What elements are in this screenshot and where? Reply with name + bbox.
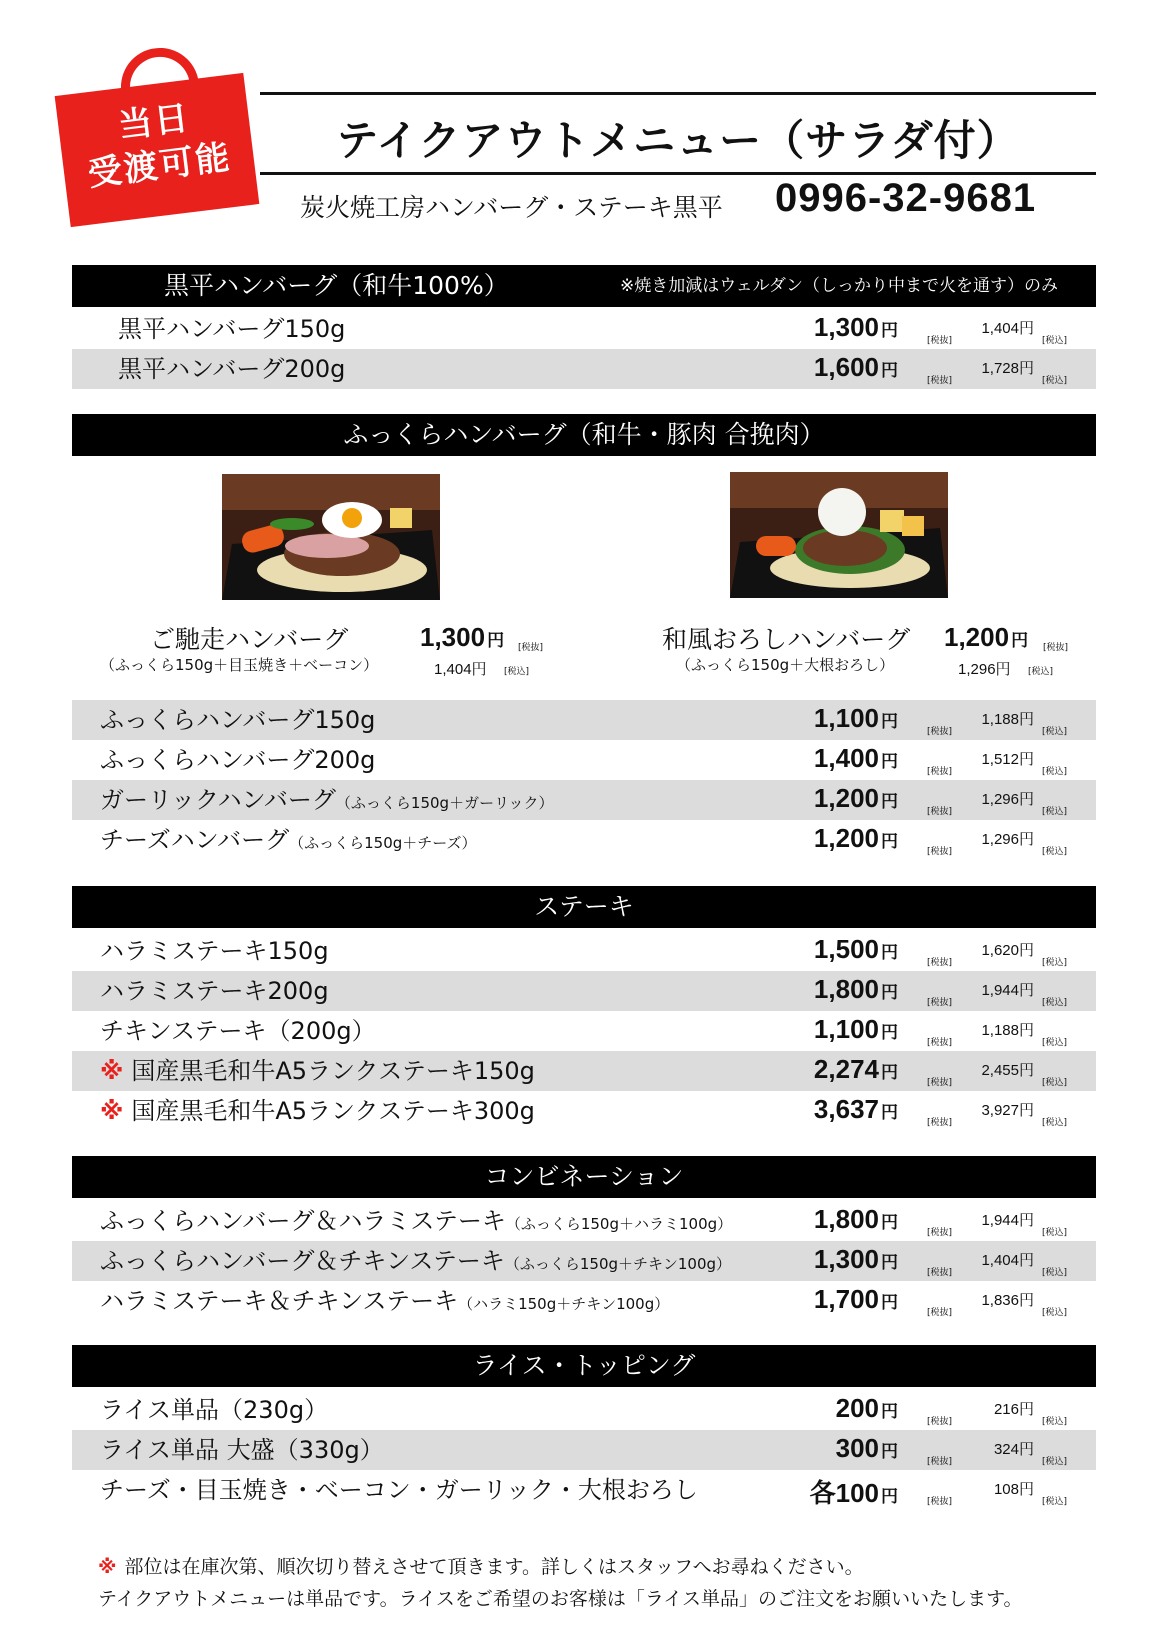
item-price: 1,800 円 (813, 974, 898, 1004)
featured-taxin: 1,404円 (434, 661, 487, 678)
featured-sub: （ふっくら150g＋目玉焼き＋ベーコン） (100, 656, 379, 674)
item-price: 1,600 円 (813, 352, 898, 382)
tax-in-label: [税込] (1042, 727, 1068, 737)
menu-item-row (72, 780, 1096, 820)
section-header-rice (72, 1345, 1096, 1387)
tax-ex-label: [税抜] (927, 1308, 953, 1318)
menu-item-row (72, 1430, 1096, 1470)
note-mark: ※ (98, 1556, 117, 1578)
tax-ex-label: [税抜] (927, 1268, 953, 1278)
item-note: （ふっくら150g＋チーズ） (289, 834, 477, 852)
tax-in-label: [税込] (1042, 1038, 1068, 1048)
item-price: 1,100 円 (813, 703, 898, 733)
menu-item-row (72, 309, 1096, 349)
item-price-taxin: 1,944円 (981, 982, 1034, 999)
tax-in-label: [税込] (1042, 998, 1068, 1008)
menu-item-row (72, 1091, 1096, 1131)
menu-item-row (72, 1390, 1096, 1430)
footer-note-1: ※ 部位は在庫次第、順次切り替えさせて頂きます。詳しくはスタッフへお尋ねください。 (98, 1556, 864, 1578)
tax-in-label: [税込] (1042, 1268, 1068, 1278)
item-note: （ふっくら150g＋チキン100g） (504, 1255, 732, 1273)
note-mark: ※ (100, 1097, 124, 1125)
tax-ex-label: [税抜] (927, 958, 953, 968)
item-name: ふっくらハンバーグ150g (100, 706, 376, 734)
item-price-taxin: 1,728円 (981, 360, 1034, 377)
item-name: ふっくらハンバーグ＆ハラミステーキ（ふっくら150g＋ハラミ100g） (100, 1207, 733, 1235)
item-price: 3,637 円 (813, 1094, 898, 1124)
featured-name: 和風おろしハンバーグ (662, 625, 911, 654)
item-price-taxin: 1,836円 (981, 1292, 1034, 1309)
featured-name: ご馳走ハンバーグ (150, 625, 349, 654)
item-name: チキンステーキ（200g） (100, 1017, 376, 1045)
item-price-taxin: 216円 (993, 1401, 1034, 1418)
featured-price: 1,200 円 (944, 622, 1029, 652)
section-header-kurohira (72, 265, 1096, 307)
tax-in-label: [税込] (1042, 1457, 1068, 1467)
section-note: ※焼き加減はウェルダン（しっかり中まで火を通す）のみ (620, 276, 1059, 296)
item-name: ハラミステーキ200g (100, 977, 329, 1005)
menu-item-row (72, 931, 1096, 971)
tax-in-label: [税込] (1042, 807, 1068, 817)
item-price-taxin: 3,927円 (981, 1102, 1034, 1119)
menu-item-row (72, 1241, 1096, 1281)
menu-item-row (72, 1011, 1096, 1051)
menu-item-row (72, 1281, 1096, 1321)
item-name: ハラミステーキ＆チキンステーキ（ハラミ150g＋チキン100g） (100, 1287, 670, 1315)
tax-ex-label: [税抜] (927, 1228, 953, 1238)
section-title: ステーキ (534, 892, 634, 921)
item-price: 1,300 円 (813, 312, 898, 342)
item-price: 1,700 円 (813, 1284, 898, 1314)
tax-in-label: [税込] (1042, 767, 1068, 777)
same-day-badge (62, 48, 262, 218)
item-name: ふっくらハンバーグ200g (100, 746, 376, 774)
tax-in-label: [税込] (1042, 1078, 1068, 1088)
item-price-taxin: 1,188円 (981, 1022, 1034, 1039)
item-note: （ふっくら150g＋ガーリック） (335, 794, 554, 812)
item-price: 1,400 円 (813, 743, 898, 773)
title-rule-bottom (260, 172, 1096, 175)
item-price: 300 円 (835, 1433, 898, 1463)
menu-item-row (72, 349, 1096, 389)
wafu-oroshi-hamburg-photo (730, 472, 948, 598)
featured-taxin: 1,296円 (958, 661, 1011, 678)
item-price-taxin: 1,296円 (981, 831, 1034, 848)
gochiso-hamburg-photo (222, 474, 440, 600)
item-name: ※ 国産黒毛和牛A5ランクステーキ300g (100, 1097, 535, 1125)
item-price-taxin: 1,512円 (981, 751, 1034, 768)
section-title: ライス・トッピング (472, 1351, 696, 1380)
tax-ex-label: [税抜] (927, 1078, 953, 1088)
item-note: （ハラミ150g＋チキン100g） (458, 1295, 670, 1313)
item-name: ライス単品（230g） (100, 1396, 329, 1424)
menu-item-row (72, 740, 1096, 780)
tax-ex-label: [税抜] (927, 336, 953, 346)
item-price-taxin: 1,620円 (981, 942, 1034, 959)
item-price: 1,200 円 (813, 823, 898, 853)
featured-price: 1,300 円 (420, 622, 505, 652)
item-name: チーズハンバーグ（ふっくら150g＋チーズ） (100, 826, 477, 854)
item-price-taxin: 324円 (993, 1441, 1034, 1458)
section-title: 黒平ハンバーグ（和牛100%） (164, 271, 509, 300)
menu-item-row (72, 700, 1096, 740)
item-price-taxin: 1,188円 (981, 711, 1034, 728)
item-price-taxin: 1,944円 (981, 1212, 1034, 1229)
item-price: 2,274 円 (813, 1054, 898, 1084)
page-title: テイクアウトメニュー（サラダ付） (336, 116, 1020, 165)
item-name: ライス単品 大盛（330g） (100, 1436, 384, 1464)
menu-item-row (72, 820, 1096, 860)
item-price: 1,500 円 (813, 934, 898, 964)
menu-item-row (72, 1051, 1096, 1091)
item-price: 1,300 円 (813, 1244, 898, 1274)
item-price-taxin: 1,404円 (981, 1252, 1034, 1269)
menu-item-row (72, 1470, 1096, 1510)
tax-ex-label: [税抜] (927, 1457, 953, 1467)
item-price: 1,100 円 (813, 1014, 898, 1044)
section-title: コンビネーション (484, 1162, 684, 1191)
item-price-taxin: 108円 (993, 1481, 1034, 1498)
item-price: 200 円 (835, 1393, 898, 1423)
badge-line1: 当日 (116, 97, 193, 147)
tax-in-label: [税込] (504, 667, 530, 677)
item-price-taxin: 2,455円 (981, 1062, 1034, 1079)
featured-sub: （ふっくら150g＋大根おろし） (676, 656, 895, 674)
item-name: ふっくらハンバーグ＆チキンステーキ（ふっくら150g＋チキン100g） (100, 1247, 732, 1275)
item-price-taxin: 1,404円 (981, 320, 1034, 337)
item-name: チーズ・目玉焼き・ベーコン・ガーリック・大根おろし (100, 1476, 698, 1504)
item-name: ハラミステーキ150g (100, 937, 329, 965)
item-price: 1,800 円 (813, 1204, 898, 1234)
footer-note-2: テイクアウトメニューは単品です。ライスをご希望のお客様は「ライス単品」のご注文をお願いいたします。 (98, 1588, 1023, 1610)
tax-ex-label: [税抜] (927, 767, 953, 777)
item-name: 黒平ハンバーグ150g (118, 315, 346, 343)
tax-in-label: [税込] (1042, 1228, 1068, 1238)
item-note: （ふっくら150g＋ハラミ100g） (505, 1215, 733, 1233)
menu-item-row (72, 971, 1096, 1011)
tax-ex-label: [税抜] (518, 643, 544, 653)
tax-in-label: [税込] (1042, 958, 1068, 968)
item-price-taxin: 1,296円 (981, 791, 1034, 808)
tax-ex-label: [税抜] (927, 727, 953, 737)
item-price: 1,200 円 (813, 783, 898, 813)
badge-line2: 受渡可能 (85, 137, 234, 195)
note-mark: ※ (100, 1057, 124, 1085)
tax-ex-label: [税抜] (927, 1497, 953, 1507)
tax-in-label: [税込] (1042, 1417, 1068, 1427)
tax-in-label: [税込] (1028, 667, 1054, 677)
section-header-steak (72, 886, 1096, 928)
shop-name: 炭火焼工房ハンバーグ・ステーキ黒平 (300, 193, 723, 222)
tax-in-label: [税込] (1042, 1308, 1068, 1318)
tax-ex-label: [税抜] (927, 1118, 953, 1128)
item-name: ガーリックハンバーグ（ふっくら150g＋ガーリック） (100, 786, 554, 814)
tax-in-label: [税込] (1042, 1118, 1068, 1128)
section-title: ふっくらハンバーグ（和牛・豚肉 合挽肉） (343, 420, 825, 449)
tax-ex-label: [税抜] (1043, 643, 1069, 653)
tax-in-label: [税込] (1042, 1497, 1068, 1507)
menu-item-row (72, 1201, 1096, 1241)
tax-in-label: [税込] (1042, 336, 1068, 346)
tax-in-label: [税込] (1042, 376, 1068, 386)
tax-ex-label: [税抜] (927, 847, 953, 857)
tax-ex-label: [税抜] (927, 376, 953, 386)
item-name: 黒平ハンバーグ200g (118, 355, 346, 383)
section-header-combo (72, 1156, 1096, 1198)
title-rule-top (260, 92, 1096, 95)
tax-ex-label: [税抜] (927, 1038, 953, 1048)
item-price: 各100 円 (809, 1478, 898, 1508)
phone-number: 0996-32-9681 (775, 176, 1037, 220)
tax-ex-label: [税抜] (927, 1417, 953, 1427)
tax-in-label: [税込] (1042, 847, 1068, 857)
section-header-fukkura (72, 414, 1096, 456)
item-name: ※ 国産黒毛和牛A5ランクステーキ150g (100, 1057, 535, 1085)
tax-ex-label: [税抜] (927, 807, 953, 817)
tax-ex-label: [税抜] (927, 998, 953, 1008)
